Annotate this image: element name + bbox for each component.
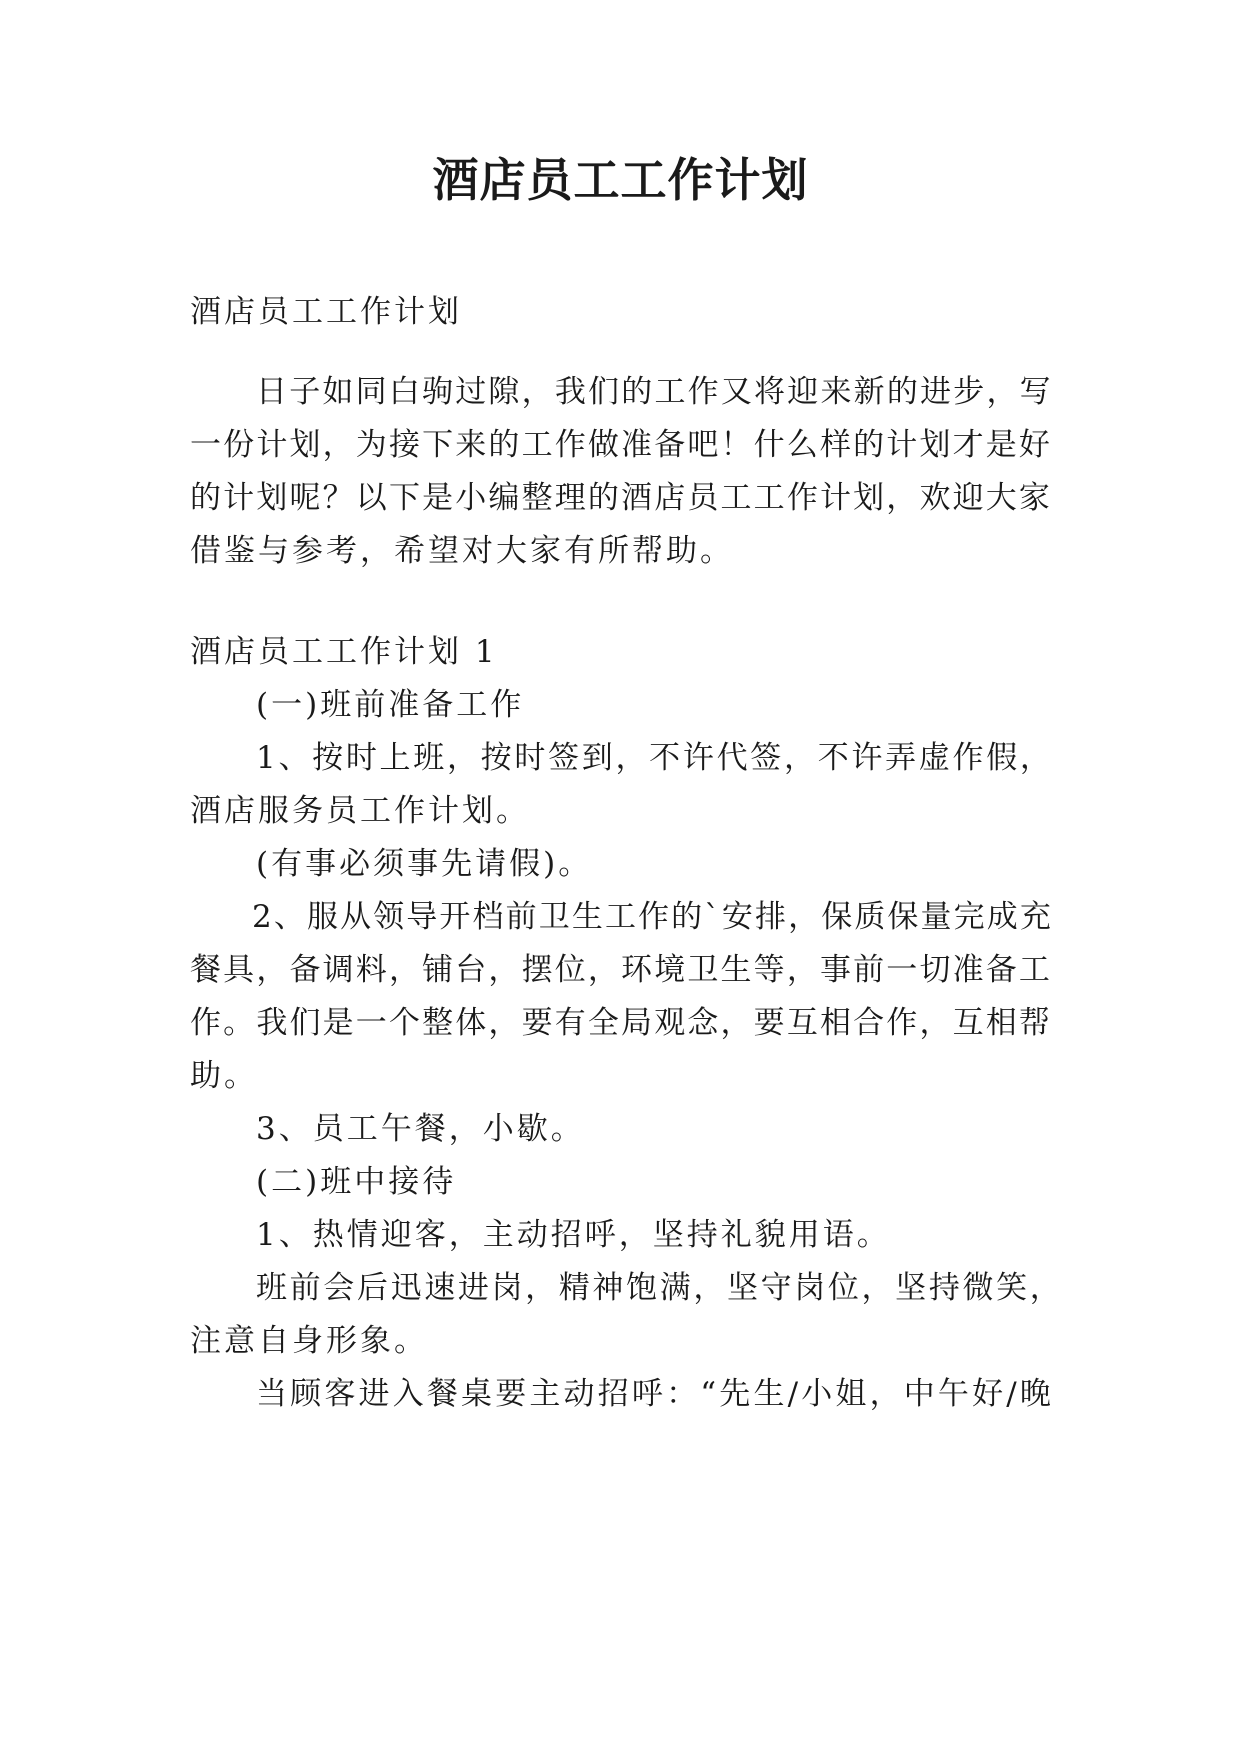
text-line: (有事必须事先请假)。 [256,846,593,882]
text-line: 1、热情迎客，主动招呼，坚持礼貌用语。 [256,1217,891,1253]
text-line: 班 前 会 后 迅 速 进 岗 ， 精 神 饱 满 ， 坚 守 岗 位 ， 坚 持 微 笑 ， [256,1270,1061,1306]
section-heading: 酒店员工工作计划 1 [190,634,498,670]
text-line: 当 顾 客 进 入 餐 桌 要 主 动 招 呼 ： “ 先 生 / 小 姐 ， 中 午 好 / 晚 [256,1376,1051,1412]
text-line: 酒店员工工作计划 [190,294,462,330]
subsection-heading: (二)班中接待 [256,1164,457,1200]
subsection-heading: (一)班前准备工作 [256,687,525,723]
text-line: 1 、 按 时 上 班 ， 按 时 签 到 ， 不 许 代 签 ， 不 许 弄 虚 作 假 ， [256,740,1051,776]
text-line: 借鉴与参考，希望对大家有所帮助。 [190,533,734,569]
text-line: 3、员工午餐，小歇。 [256,1111,585,1147]
text-line: 助。 [190,1058,258,1094]
text-line: 的 计 划 呢 ？ 以 下 是 小 编 整 理 的 酒 店 员 工 工 作 计 划 ， 欢 迎 大 家 [190,480,1050,516]
text-line: 2 、 服 从 领 导 开 档 前 卫 生 工 作 的 ` 安 排 ， 保 质 保 量 完 成 充 [252,899,1051,935]
document-title: 酒店员工工作计划 [432,153,809,207]
text-line: 餐 具 ， 备 调 料 ， 铺 台 ， 摆 位 ， 环 境 卫 生 等 ， 事 前 一 切 准 备 工 [190,952,1050,988]
text-line: 一 份 计 划 ， 为 接 下 来 的 工 作 做 准 备 吧 ！ 什 么 样 的 计 划 才 是 好 [190,427,1050,463]
text-line: 日 子 如 同 白 驹 过 隙 ， 我 们 的 工 作 又 将 迎 来 新 的 进 步 ， 写 [256,374,1051,410]
text-line: 酒店服务员工作计划。 [190,793,530,829]
text-line: 注意自身形象。 [190,1323,428,1359]
text-line: 作 。 我 们 是 一 个 整 体 ， 要 有 全 局 观 念 ， 要 互 相 合 作 ， 互 相 帮 [190,1005,1050,1041]
